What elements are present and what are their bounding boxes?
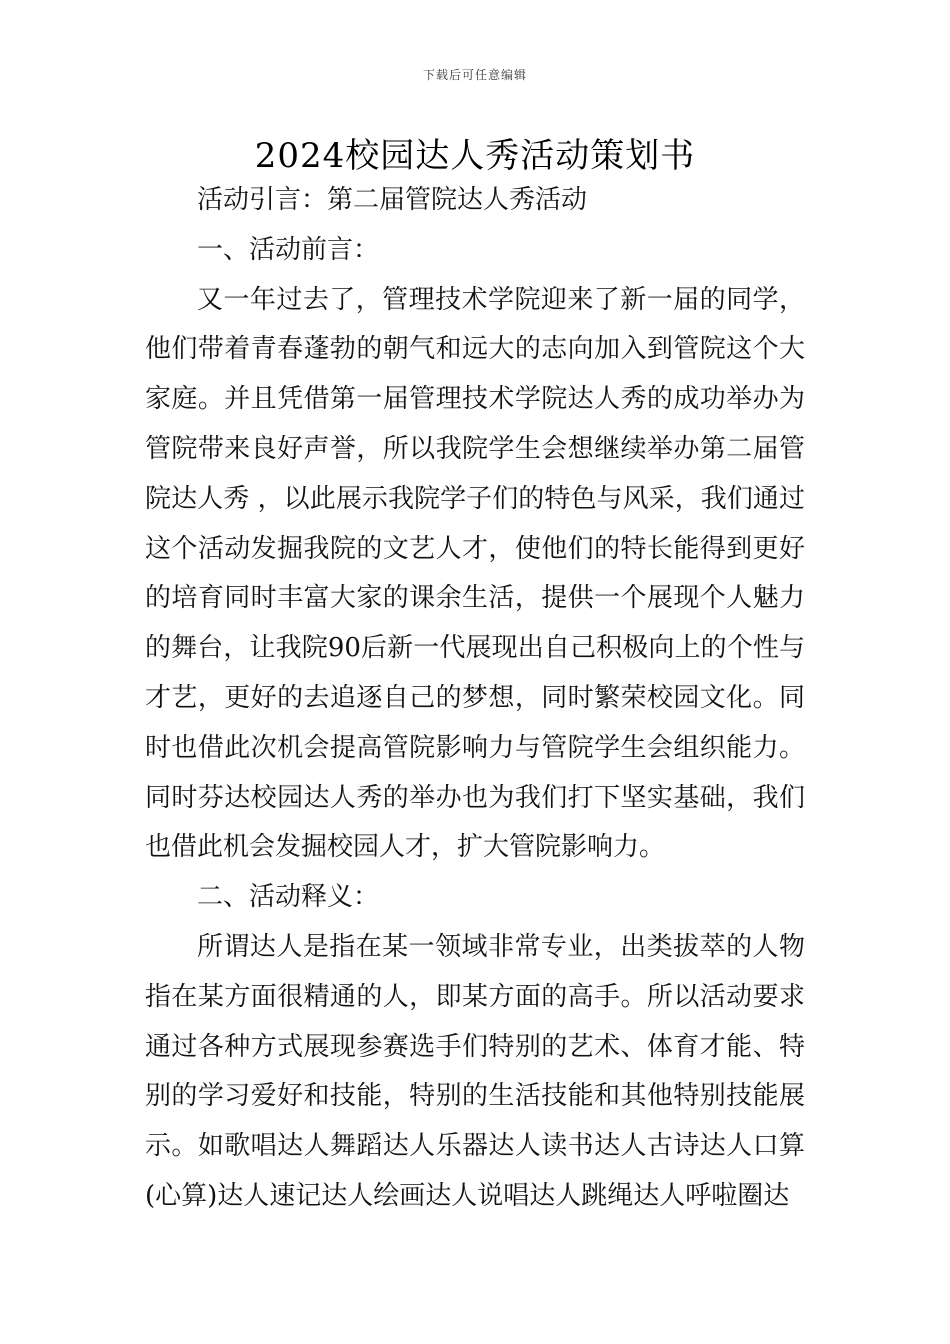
- document-title: 2024校园达人秀活动策划书: [254, 136, 696, 176]
- document-body: [145, 176, 805, 1222]
- section-heading-definition: 二、活动释义：: [197, 882, 380, 913]
- header-note: 下载后可任意编辑: [422, 68, 527, 82]
- section-heading-preface: 一、活动前言：: [197, 234, 380, 265]
- paragraph-definition: 所谓达人是指在某一领域非常专业，出类拔萃的人物指在某方面很精通的人，即某方面的高手。所以活动要求通过各种方式展现参赛选手们特别的艺术、体育才能、特别的学习爱好和技能，特别的生活技能和其他特别技能展示。如歌唱达人舞蹈达人乐器达人读书达人古诗达人口算(心算)达人速记达人绘画达人说唱达人跳绳达人呼啦圈达: [145, 931, 805, 1211]
- paragraph-intro: 活动引言：第二届管院达人秀活动: [197, 185, 588, 215]
- paragraph-preface: 又一年过去了，管理技术学院迎来了新一届的同学，他们带着青春蓬勃的朝气和远大的志向加入到管院这个大家庭。并且凭借第一届管理技术学院达人秀的成功举办为管院带来良好声誉，所以我院学生会想继续举办第二届管院达人秀 ，以此展示我院学子们的特色与风采，我们通过这个活动发掘我院的文艺人才，使他们的特长能得到更好的培育同时丰富大家的课余生活，提供一个展现个人魅力的舞台，让我院90后新一代展现出自己积极向上的个性与才艺，更好的去追逐自己的梦想，同时繁荣校园文化。同时也借此次机会提高管院影响力与管院学生会组织能力。同时芬达校园达人秀的举办也为我们打下坚实基础，我们也借此机会发掘校园人才，扩大管院影响力。: [145, 284, 805, 863]
